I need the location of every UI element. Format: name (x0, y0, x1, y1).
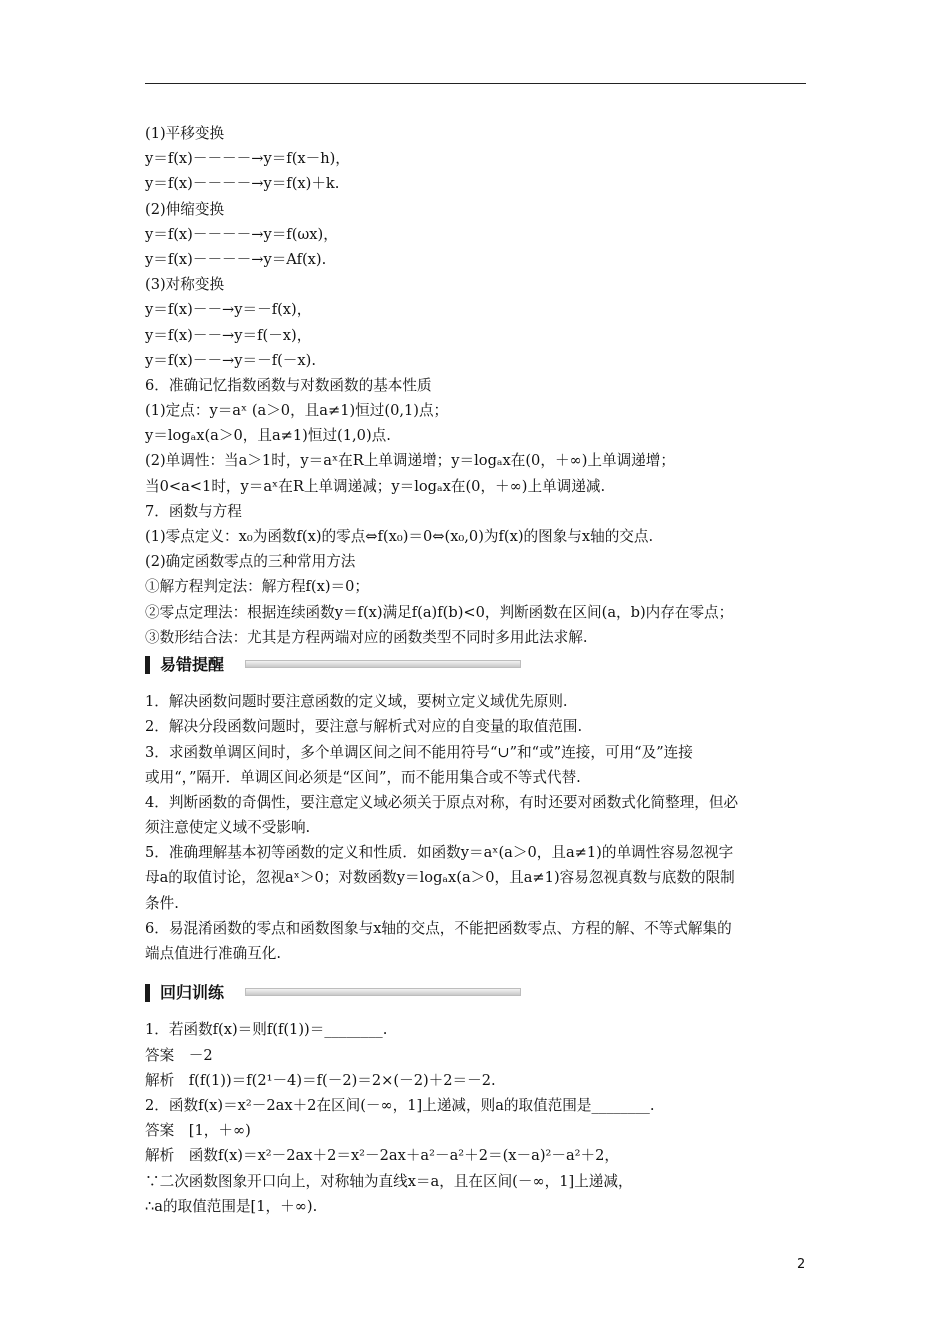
text-line: ①解方程判定法：解方程f(x)＝0； (145, 578, 370, 596)
text-line: (2)单调性：当a＞1时，y＝aˣ在R上单调递增；y＝logₐx在(0，＋∞)上单调递增； (145, 452, 675, 470)
section-marker (145, 984, 150, 1002)
section-header-errors (145, 652, 807, 677)
text-line: (3)对称变换 (145, 276, 225, 294)
text-line: 2．函数f(x)＝x²－2ax＋2在区间(－∞，1]上递减，则a的取值范围是________. (145, 1096, 655, 1114)
text-line: 解析 函数f(x)＝x²－2ax＋2＝x²－2ax＋a²－a²＋2＝(x－a)²－a²＋2， (145, 1147, 619, 1165)
section-title: 回归训练 (160, 983, 225, 1003)
text-line: 6．易混淆函数的零点和函数图象与x轴的交点，不能把函数零点、方程的解、不等式解集的 (145, 919, 732, 937)
text-line: 2．解决分段函数问题时，要注意与解析式对应的自变量的取值范围. (145, 718, 583, 736)
text-line: 5．准确理解基本初等函数的定义和性质．如函数y＝aˣ(a＞0，且a≠1)的单调性容易忽视字 (145, 844, 734, 862)
header-rule (145, 83, 806, 84)
text-line: 条件. (145, 894, 179, 912)
page-content (145, 121, 807, 1219)
text-line: 6．准确记忆指数函数与对数函数的基本性质 (145, 376, 432, 394)
section-bar (245, 988, 521, 996)
section-marker (145, 656, 150, 674)
text-line: 当0<a<1时，y＝aˣ在R上单调递减；y＝logₐx在(0，＋∞)上单调递减. (145, 477, 606, 495)
text-line: 1．解决函数问题时要注意函数的定义域，要树立定义域优先原则. (145, 693, 568, 711)
section-header-training (145, 980, 807, 1005)
text-line: 端点值进行准确互化. (145, 945, 281, 962)
text-line: y＝f(x)－－－－→y＝f(x－h)， (145, 150, 350, 168)
text-line: 须注意使定义域不受影响. (145, 819, 311, 837)
training-section (145, 1017, 807, 1219)
transform-section (145, 121, 807, 650)
text-line: 答案 －2 (145, 1046, 213, 1064)
text-line: (2)伸缩变换 (145, 200, 225, 218)
text-line: 1．若函数f(x)＝则f(f(1))＝________. (145, 1021, 388, 1039)
page-number: 2 (797, 1257, 806, 1272)
text-line: 或用“，”隔开．单调区间必须是“区间”，而不能用集合或不等式代替. (145, 768, 581, 786)
text-line: y＝f(x)－－－－→y＝Af(x). (145, 250, 327, 268)
text-line: 解析 f(f(1))＝f(2¹－4)＝f(－2)＝2×(－2)＋2＝－2. (145, 1071, 496, 1089)
text-line: (1)零点定义：x₀为函数f(x)的零点⇔f(x₀)＝0⇔(x₀,0)为f(x)的图象与x轴的交点. (145, 528, 654, 545)
text-line: (2)确定函数零点的三种常用方法 (145, 553, 356, 571)
text-line: y＝f(x)－－→y＝f(－x)， (145, 326, 312, 344)
text-line: 4．判断函数的奇偶性，要注意定义域必须关于原点对称，有时还要对函数式化简整理，但必 (145, 793, 739, 811)
errors-section (145, 689, 807, 966)
section-title: 易错提醒 (160, 654, 225, 674)
text-line: (1)定点：y＝aˣ (a＞0，且a≠1)恒过(0,1)点； (145, 402, 449, 420)
text-line: y＝f(x)－－－－→y＝f(x)＋k. (145, 175, 340, 193)
text-line: y＝logₐx(a＞0，且a≠1)恒过(1,0)点. (145, 427, 391, 445)
text-line: 母a的取值讨论，忽视aˣ＞0；对数函数y＝logₐx(a＞0，且a≠1)容易忽视真数与底数的限制 (145, 869, 735, 887)
text-line: 3．求函数单调区间时，多个单调区间之间不能用符号“∪”和“或”连接，可用“及”连接 (145, 743, 693, 761)
text-line: 7．函数与方程 (145, 502, 242, 520)
text-line: y＝f(x)－－→y＝－f(－x). (145, 351, 316, 369)
text-line: y＝f(x)－－－－→y＝f(ωx)， (145, 225, 338, 243)
text-line: ③数形结合法：尤其是方程两端对应的函数类型不同时多用此法求解. (145, 628, 588, 646)
section-bar (245, 660, 521, 668)
text-line: ②零点定理法：根据连续函数y＝f(x)满足f(a)f(b)<0，判断函数在区间(a，b)内存在零点； (145, 603, 734, 621)
text-line: y＝f(x)－－→y＝－f(x)， (145, 301, 312, 319)
text-line: ∴a的取值范围是[1，＋∞). (145, 1197, 318, 1215)
text-line: ∵二次函数图象开口向上，对称轴为直线x＝a，且在区间(－∞，1]上递减， (145, 1172, 633, 1190)
text-line: 答案 [1，＋∞) (145, 1122, 251, 1140)
text-line: (1)平移变换 (145, 125, 225, 142)
